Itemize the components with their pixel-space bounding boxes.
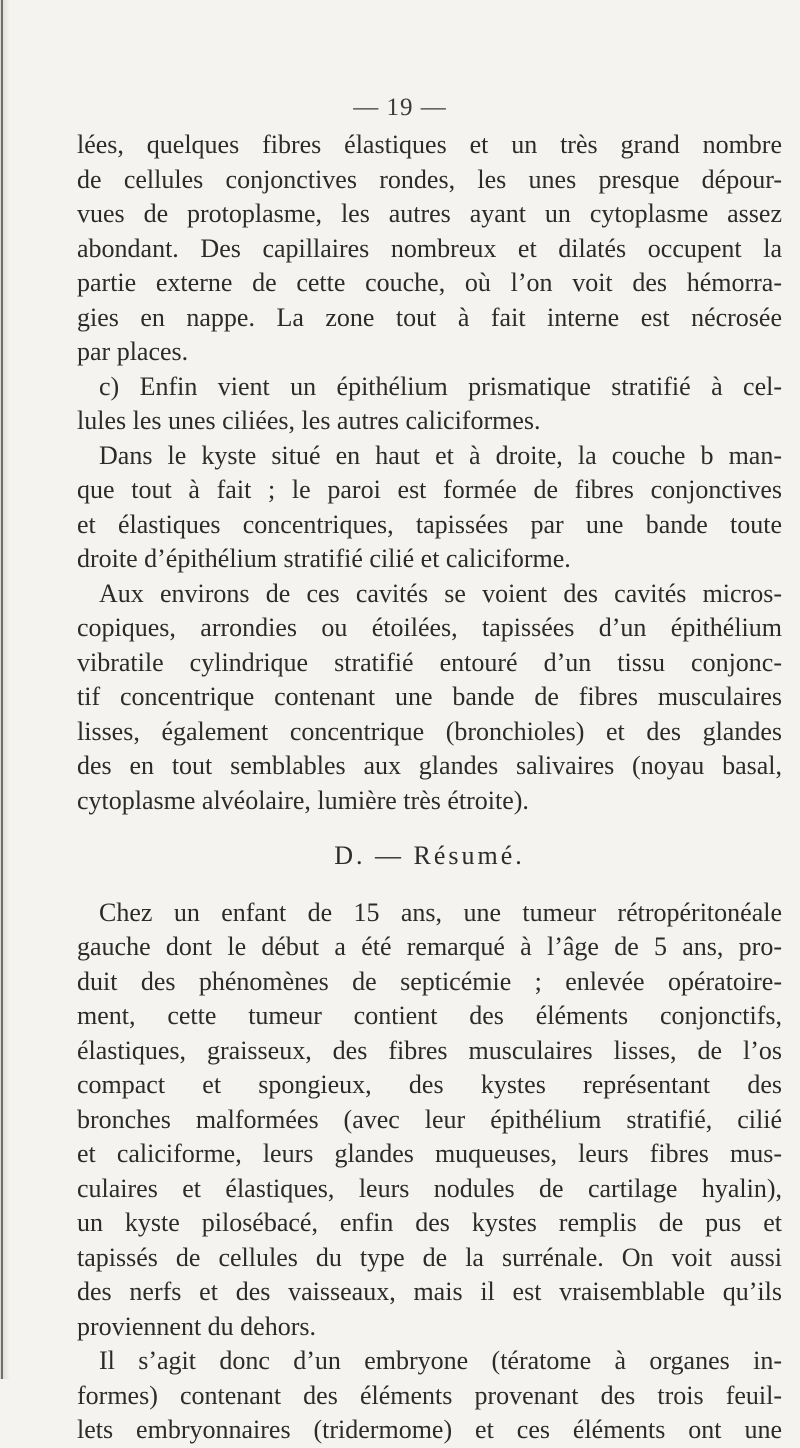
text-line: que tout à fait ; le paroi est formée de fibres conjonctives bbox=[77, 475, 782, 504]
text-line: et élastiques concentriques, tapissées par une bande toute bbox=[77, 509, 782, 539]
text-line: cytoplasme alvéolaire, lumière très étroite). bbox=[77, 785, 529, 815]
text-line: et caliciforme, leurs glandes muqueuses, leurs fibres mus- bbox=[77, 1139, 782, 1168]
text-line: culaires et élastiques, leurs nodules de cartilage hyalin), bbox=[77, 1173, 782, 1203]
text-line: de cellules conjonctives rondes, les unes presque dépour- bbox=[77, 164, 782, 194]
text-line: lules les unes ciliées, les autres caliciformes. bbox=[77, 406, 541, 435]
section-heading: D. — Résumé. bbox=[334, 841, 525, 870]
text-line: gauche dont le début a été remarqué à l’âge de 5 ans, pro- bbox=[77, 932, 782, 961]
text-line: duit des phénomènes de septicémie ; enlevée opératoire- bbox=[77, 966, 782, 996]
page-number: — 19 — bbox=[353, 94, 447, 121]
text-line: abondant. Des capillaires nombreux et dilatés occupent la bbox=[77, 233, 782, 263]
text-line: c) Enfin vient un épithélium prismatique stratifié à cel- bbox=[99, 371, 782, 401]
text-line: bronches malformées (avec leur épithélium stratifié, cilié bbox=[77, 1104, 782, 1134]
text-line: partie externe de cette couche, où l’on voit des hémorra- bbox=[77, 268, 782, 297]
text-line: ment, cette tumeur contient des éléments conjonctifs, bbox=[77, 1001, 782, 1030]
text-line: copiques, arrondies ou étoilées, tapissées d’un épithélium bbox=[77, 613, 782, 642]
text-line: Aux environs de ces cavités se voient des cavités micros- bbox=[99, 578, 782, 608]
text-line: lets embryonnaires (tridermome) et ces éléments ont une bbox=[77, 1415, 782, 1444]
text-line: des en tout semblables aux glandes salivaires (noyau basal, bbox=[77, 751, 782, 780]
text-line: compact et spongieux, des kystes représentant des bbox=[77, 1070, 782, 1099]
text-line: un kyste pilosébacé, enfin des kystes remplis de pus et bbox=[77, 1208, 782, 1237]
paragraph-4 bbox=[77, 577, 782, 819]
paragraph-1 bbox=[77, 128, 782, 370]
text-line: Dans le kyste situé en haut et à droite, la couche b man- bbox=[99, 440, 782, 470]
text-line: élastiques, graisseux, des fibres musculaires lisses, de l’os bbox=[77, 1035, 782, 1065]
text-line: formes) contenant des éléments provenant des trois feuil- bbox=[77, 1380, 782, 1410]
text-line: lées, quelques fibres élastiques et un très grand nombre bbox=[77, 130, 782, 159]
text-line: Il s’agit donc d’un embryone (tératome à organes in- bbox=[99, 1346, 782, 1375]
paragraph-3 bbox=[77, 439, 782, 577]
text-line: tif concentrique contenant une bande de fibres musculaires bbox=[77, 682, 782, 711]
text-line: proviennent du dehors. bbox=[77, 1311, 317, 1341]
text-line: droite d’épithélium stratifié cilié et caliciforme. bbox=[77, 544, 571, 573]
text-line: lisses, également concentrique (bronchioles) et des glandes bbox=[77, 716, 782, 746]
text-line: vues de protoplasme, les autres ayant un cytoplasme assez bbox=[77, 199, 782, 228]
body-text bbox=[77, 128, 782, 1448]
text-line: des nerfs et des vaisseaux, mais il est vraisemblable qu’ils bbox=[77, 1277, 782, 1306]
page-binding-edge bbox=[1, 0, 3, 1379]
text-line: Chez un enfant de 15 ans, une tumeur rétropéritonéale bbox=[99, 897, 782, 927]
paragraph-5 bbox=[77, 896, 782, 1345]
text-line: gies en nappe. La zone tout à fait interne est nécrosée bbox=[77, 302, 782, 332]
paragraph-2 bbox=[77, 370, 782, 439]
paragraph-6 bbox=[77, 1344, 782, 1448]
text-line: par places. bbox=[77, 337, 189, 366]
text-line: tapissés de cellules du type de la surrénale. On voit aussi bbox=[77, 1242, 782, 1272]
text-line: vibratile cylindrique stratifié entouré d’un tissu conjonc- bbox=[77, 647, 782, 677]
